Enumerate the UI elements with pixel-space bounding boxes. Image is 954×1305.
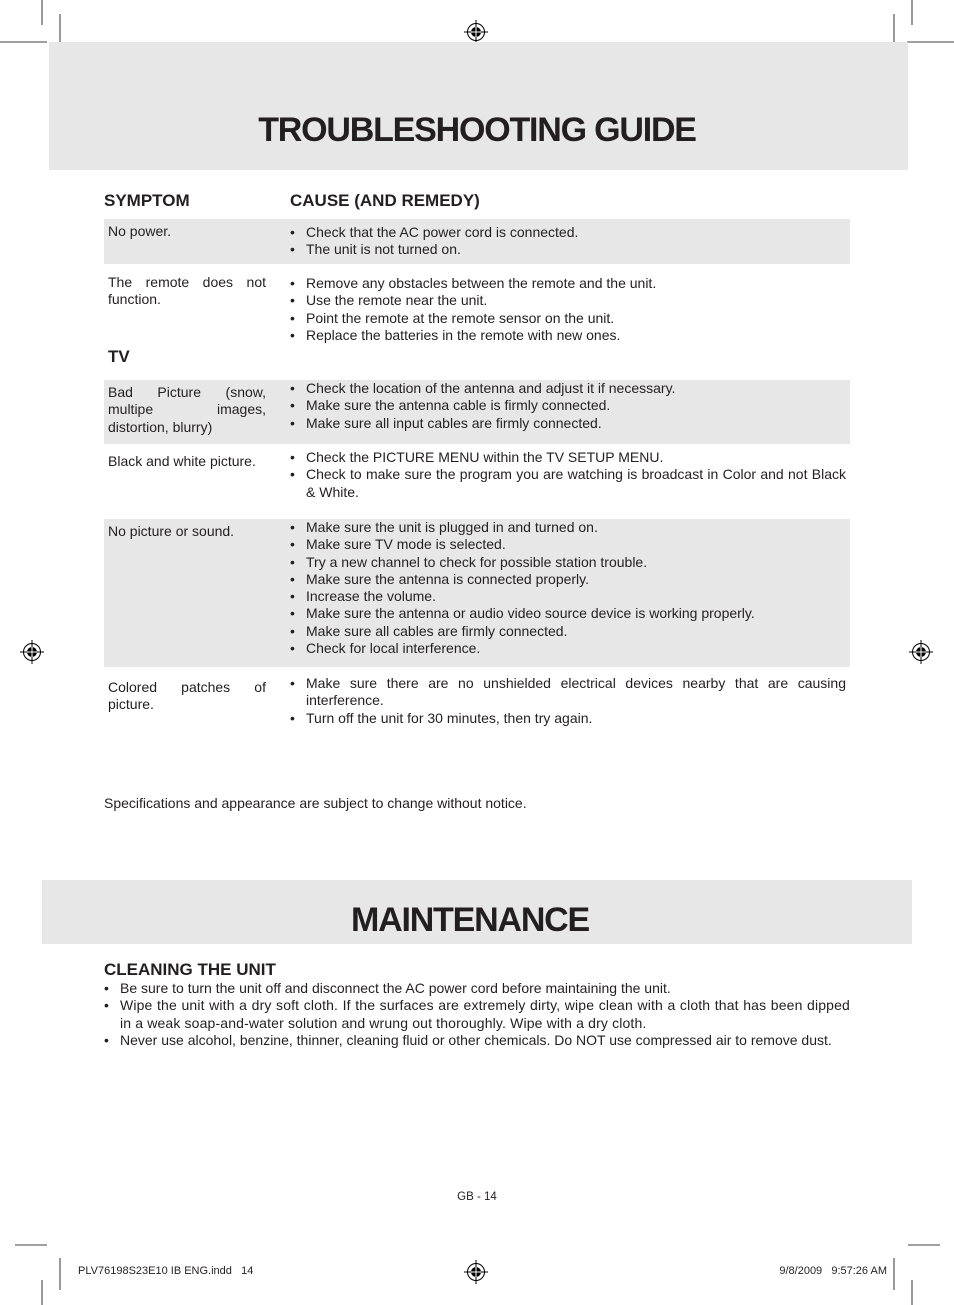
maintenance-title: MAINTENANCE — [350, 901, 589, 939]
cleaning-heading: CLEANING THE UNIT — [104, 960, 276, 979]
registration-mark-icon — [19, 639, 45, 665]
symptom-text: Black and white picture. — [108, 453, 256, 469]
cause-item: • Make sure the antenna is connected properly. — [290, 571, 846, 588]
symptom-text: Bad Picture (snow, multipe images, distortion, blurry) — [108, 384, 266, 435]
cause-item: • Make sure TV mode is selected. — [290, 536, 846, 553]
cause-item: • Make sure the antenna or audio video source device is working properly. — [290, 605, 846, 622]
cause-item: • Check the PICTURE MENU within the TV SETUP MENU. — [290, 449, 846, 466]
cause-list — [290, 380, 846, 432]
cleaning-list — [104, 980, 850, 1049]
symptom-text: No picture or sound. — [108, 523, 235, 539]
troubleshooting-header-band — [49, 42, 908, 170]
cause-item: • Turn off the unit for 30 minutes, then try again. — [290, 710, 846, 727]
slug-filename: PLV76198S23E10 IB ENG.indd 14 — [78, 1265, 254, 1277]
cause-item: • Increase the volume. — [290, 588, 846, 605]
cause-item: • Use the remote near the unit. — [290, 292, 846, 309]
cleaning-item: • Be sure to turn the unit off and disconnect the AC power cord before maintaining the unit. — [104, 980, 850, 997]
cause-list — [290, 275, 846, 344]
cleaning-item: • Wipe the unit with a dry soft cloth. If the surfaces are extremely dirty, wipe clean with a cloth that has been dipped in a weak soap-and-water solution and wrung out thoroughly. Wipe with a dry cloth. — [104, 997, 850, 1032]
symptom-text: The remote does not function. — [108, 274, 266, 308]
cause-list — [290, 519, 846, 657]
cause-list — [290, 449, 846, 501]
symptom-row — [104, 219, 850, 264]
cause-item: • Make sure the unit is plugged in and turned on. — [290, 519, 846, 536]
symptom-row — [104, 449, 850, 511]
cause-item: • Replace the batteries in the remote with new ones. — [290, 327, 846, 344]
cause-list — [290, 675, 846, 727]
tv-section-label: TV — [108, 347, 130, 366]
cause-item: • Make sure all input cables are firmly connected. — [290, 415, 846, 432]
cause-item: • Check that the AC power cord is connected. — [290, 224, 846, 241]
cause-item: • The unit is not turned on. — [290, 241, 846, 258]
cause-item: • Make sure all cables are firmly connected. — [290, 623, 846, 640]
cause-item: • Try a new channel to check for possible station trouble. — [290, 554, 846, 571]
registration-mark-icon — [908, 639, 934, 665]
page-number: GB - 14 — [457, 1191, 497, 1203]
symptom-column-header: SYMPTOM — [104, 191, 190, 210]
symptom-row — [104, 380, 850, 444]
cleaning-item: • Never use alcohol, benzine, thinner, cleaning fluid or other chemicals. Do NOT use compressed air to remove dust. — [104, 1032, 850, 1049]
troubleshooting-title: TROUBLESHOOTING GUIDE — [258, 111, 696, 149]
cause-column-header: CAUSE (AND REMEDY) — [290, 191, 480, 210]
cause-item: • Remove any obstacles between the remote and the unit. — [290, 275, 846, 292]
registration-mark-icon — [463, 1259, 489, 1285]
symptom-row — [104, 519, 850, 667]
symptom-row — [104, 270, 850, 345]
symptom-text: Colored patches of picture. — [108, 679, 266, 713]
cause-list — [290, 224, 846, 259]
slug-timestamp: 9/8/2009 9:57:26 AM — [779, 1265, 887, 1277]
cause-item: • Point the remote at the remote sensor on the unit. — [290, 310, 846, 327]
symptom-text: No power. — [108, 223, 172, 239]
cause-item: • Make sure there are no unshielded electrical devices nearby that are causing interference. — [290, 675, 846, 710]
cause-item: • Make sure the antenna cable is firmly connected. — [290, 397, 846, 414]
cause-item: • Check to make sure the program you are watching is broadcast in Color and not Black & White. — [290, 466, 846, 501]
specifications-notice: Specifications and appearance are subject to change without notice. — [104, 795, 527, 811]
cause-item: • Check for local interference. — [290, 640, 846, 657]
symptom-row — [104, 675, 850, 735]
cause-item: • Check the location of the antenna and adjust it if necessary. — [290, 380, 846, 397]
